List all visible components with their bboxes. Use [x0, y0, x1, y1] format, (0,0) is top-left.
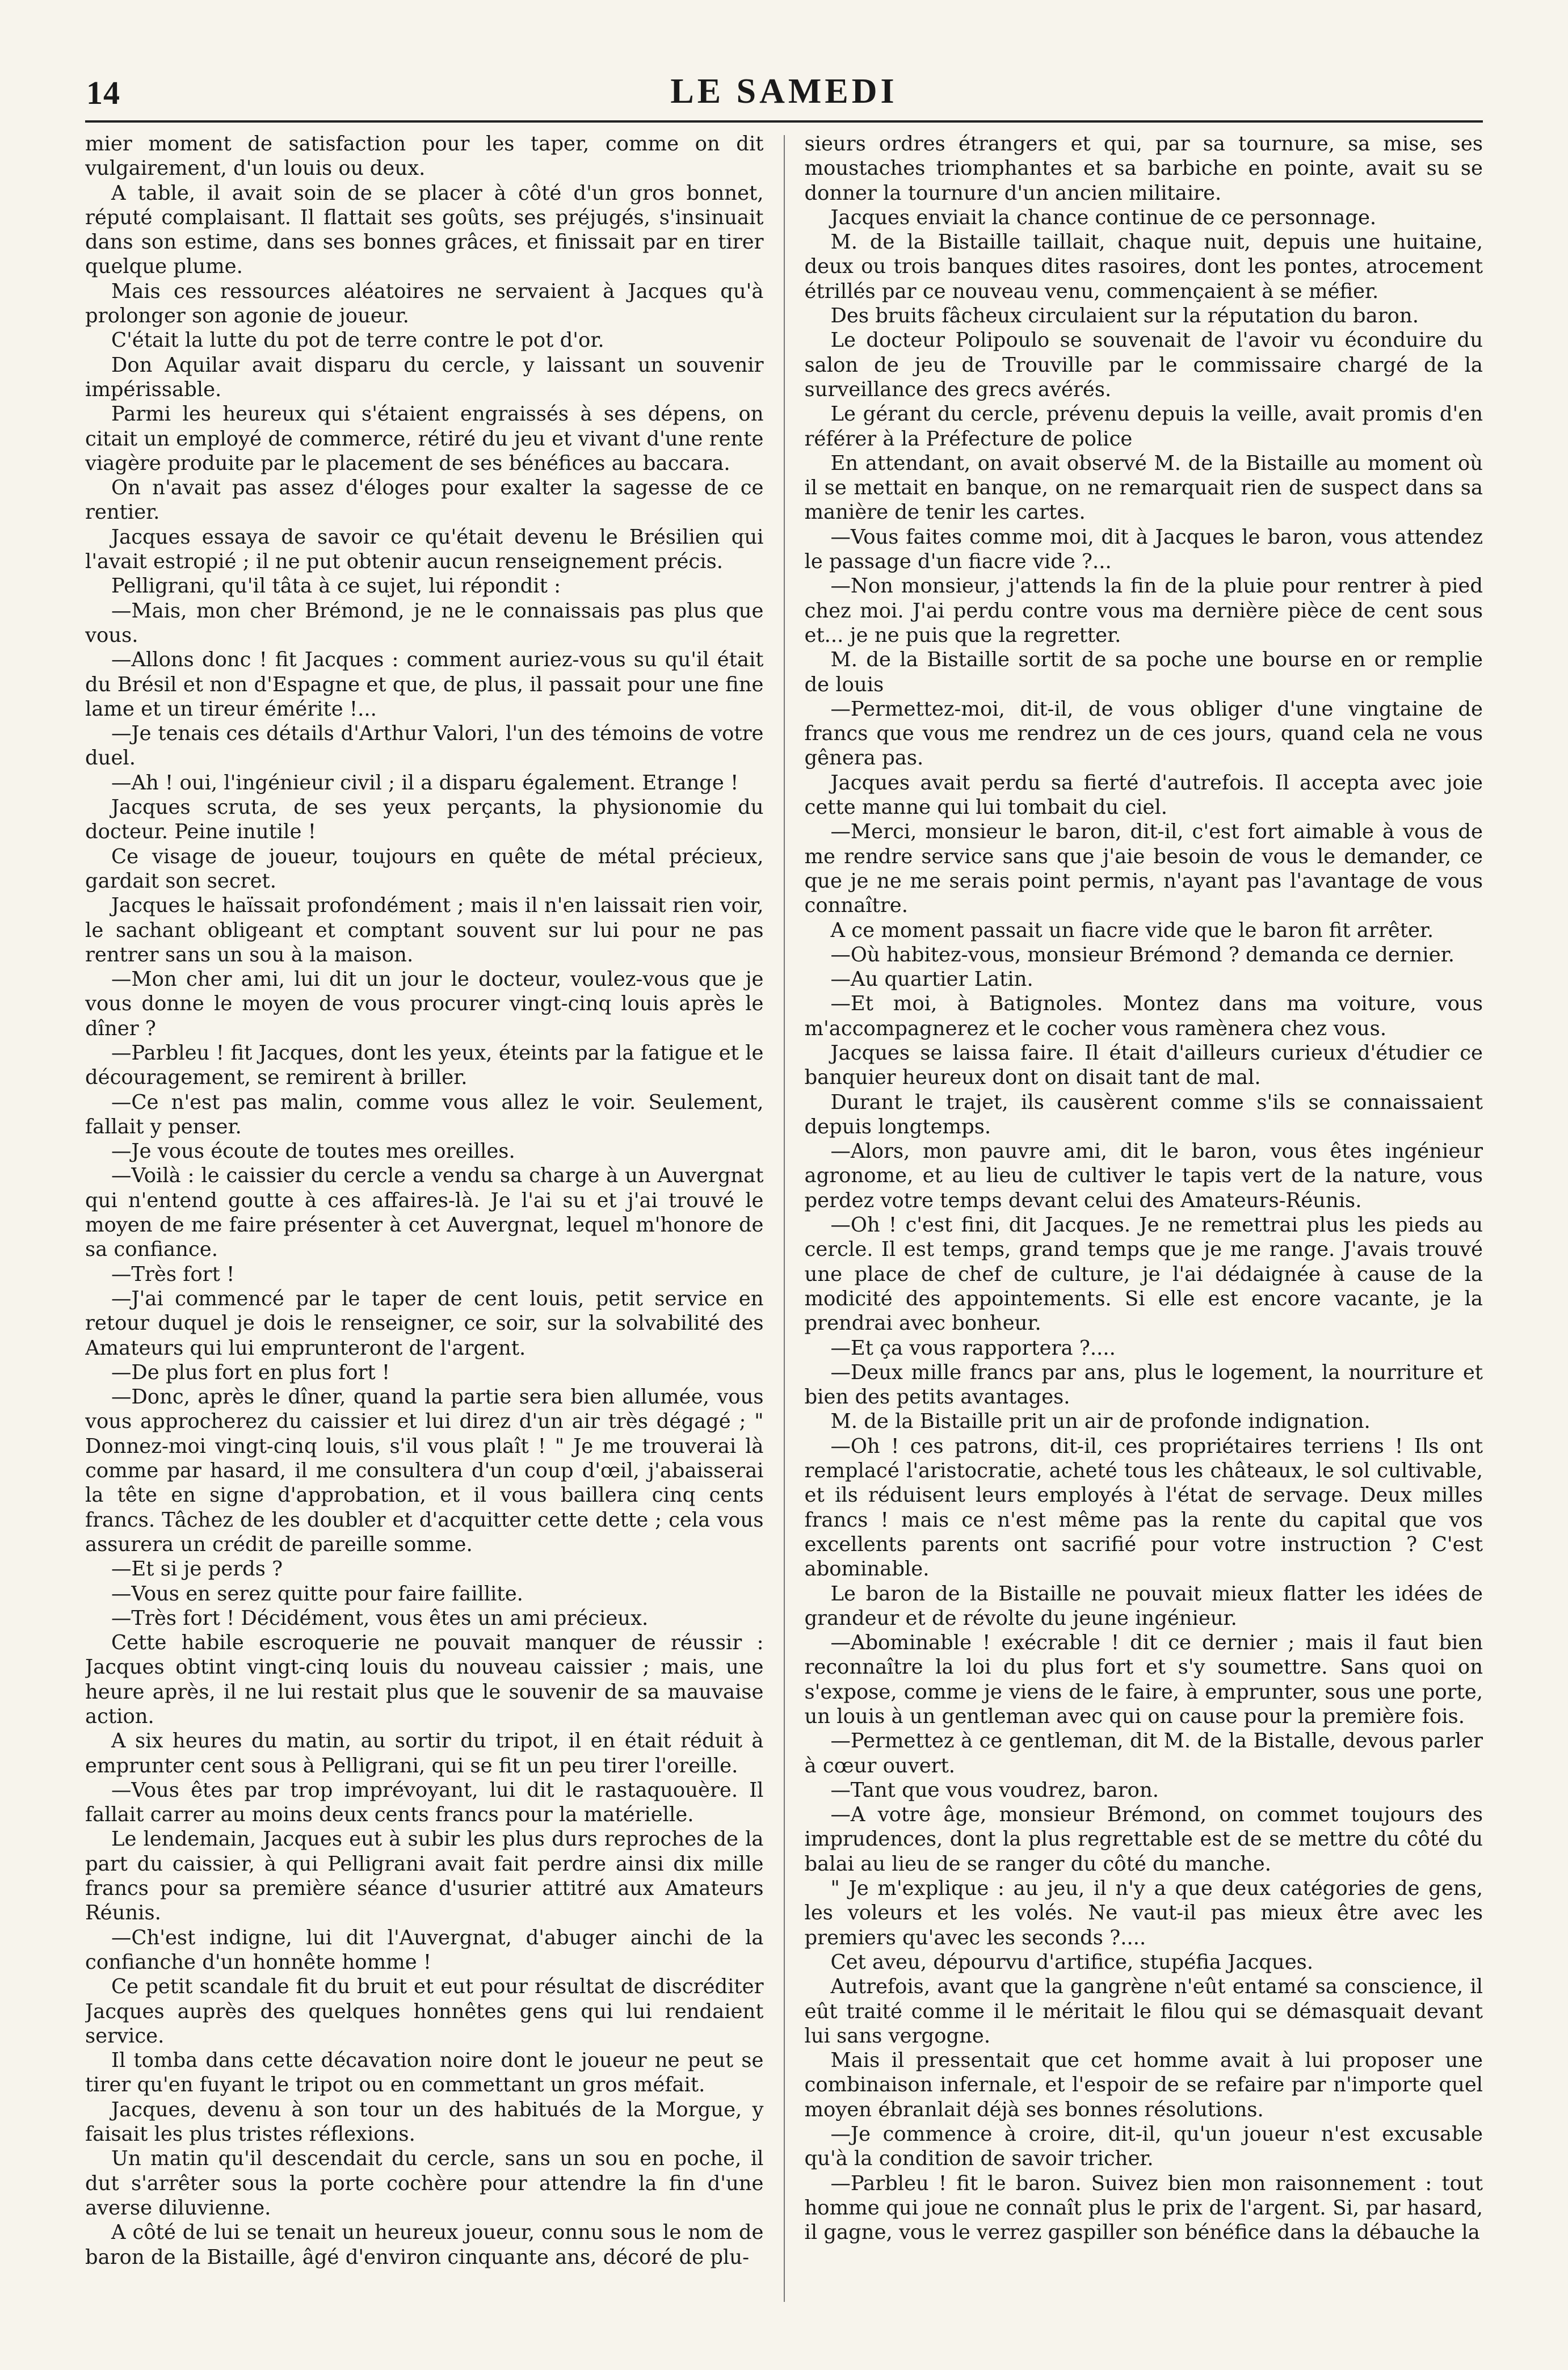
paragraph: Don Aquilar avait disparu du cercle, y laissant un souvenir impérissable.: [85, 353, 764, 401]
paragraph: " Je m'explique : au jeu, il n'y a que deux catégories de gens, les voleurs et les volés. Ne vaut-il pas mieux être avec les premiers qu'avec les seconds ?....: [804, 1877, 1483, 1949]
paragraph: Durant le trajet, ils causèrent comme s'ils se connaissaient depuis longtemps.: [804, 1090, 1483, 1138]
paragraph: —Voilà : le caissier du cercle a vendu sa charge à un Auvergnat qui n'entend goutte à ces affaires-là. Je l'ai su et j'ai trouvé le moyen de me faire présenter à cet Auvergnat, lequel m'honore de sa confiance.: [85, 1164, 764, 1262]
paragraph: Jacques le haïssait profondément ; mais il n'en laissait rien voir, le sachant obligeant et comptant souvent sur lui pour ne pas rentrer sans un sou à la maison.: [85, 894, 764, 967]
paragraph: —J'ai commencé par le taper de cent louis, petit service en retour duquel je dois le renseigner, ce soir, sur la solvabilité des Amateurs qui lui emprunteront de l'argent.: [85, 1287, 764, 1360]
publication-title: LE SAMEDI: [670, 72, 898, 111]
paragraph: —Abominable ! exécrable ! dit ce dernier ; mais il faut bien reconnaître la loi du plus fort et s'y soumettre. Sans quoi on s'expose, comme je viens de le faire, à emprunter, sous une porte, un louis à un gentleman avec qui on cause pour la première fois.: [804, 1631, 1483, 1728]
paragraph: M. de la Bistaille prit un air de profonde indignation.: [830, 1410, 1371, 1434]
paragraph: Ce petit scandale fit du bruit et eut pour résultat de discréditer Jacques auprès des quelques honnêtes gens qui lui rendaient service.: [85, 1975, 764, 2048]
paragraph: Ce visage de joueur, toujours en quête de métal précieux, gardait son secret.: [85, 844, 764, 893]
paragraph: M. de la Bistaille taillait, chaque nuit, depuis une huitaine, deux ou trois banques dites rasoires, dont les pontes, atrocement étrillés par ce nouveau venu, commençaient à se méfier.: [804, 230, 1483, 303]
paragraph: —Alors, mon pauvre ami, dit le baron, vous êtes ingénieur agronome, et au lieu de cultiver le tapis vert de la nature, vous perdez votre temps devant celui des Amateurs-Réunis.: [804, 1140, 1483, 1212]
paragraph: M. de la Bistaille sortit de sa poche une bourse en or remplie de louis: [804, 648, 1483, 696]
paragraph: A table, il avait soin de se placer à côté d'un gros bonnet, réputé complaisant. Il flattait ses goûts, ses préjugés, s'insinuait dans son estime, dans ses bonnes grâces, et finissait par en tirer quelque plume.: [85, 181, 764, 279]
paragraph: —Ah ! oui, l'ingénieur civil ; il a disparu également. Etrange !: [111, 771, 739, 795]
paragraph: Cet aveu, dépourvu d'artifice, stupéfia Jacques.: [830, 1950, 1314, 1974]
paragraph: Autrefois, avant que la gangrène n'eût entamé sa conscience, il eût traité comme il le méritait le filou qui se démasquait devant lui sans vergogne.: [804, 1975, 1483, 2048]
paragraph: —Très fort !: [111, 1262, 235, 1286]
paragraph: —Allons donc ! fit Jacques : comment auriez-vous su qu'il était du Brésil et non d'Espagne et que, de plus, il passait pour une fine lame et un tireur émérite !...: [85, 648, 764, 721]
paragraph: —Mon cher ami, lui dit un jour le docteur, voulez-vous que je vous donne le moyen de vous procurer vingt-cinq louis après le dîner ?: [85, 968, 764, 1040]
paragraph: —Je tenais ces détails d'Arthur Valori, l'un des témoins de votre duel.: [85, 722, 764, 770]
paragraph: —Et si je perds ?: [111, 1557, 283, 1581]
paragraph: Le gérant du cercle, prévenu depuis la veille, avait promis d'en référer à la Préfecture de police: [804, 402, 1483, 451]
paragraph: —Non monsieur, j'attends la fin de la pluie pour rentrer à pied chez moi. J'ai perdu contre vous ma dernière pièce de cent sous et... je ne puis que la regretter.: [804, 574, 1483, 647]
paragraph: Jacques se laissa faire. Il était d'ailleurs curieux d'étudier ce banquier heureux dont on disait tant de mal.: [804, 1041, 1483, 1090]
paragraph: Des bruits fâcheux circulaient sur la réputation du baron.: [830, 304, 1419, 328]
paragraph: —Et ça vous rapportera ?....: [830, 1336, 1116, 1360]
paragraph: —Permettez-moi, dit-il, de vous obliger d'une vingtaine de francs que vous me rendrez un de ces jours, quand cela ne vous gênera pas.: [804, 697, 1483, 770]
paragraph: Cette habile escroquerie ne pouvait manquer de réussir : Jacques obtint vingt-cinq louis du nouveau caissier ; mais, une heure après, il ne lui restait plus que le souvenir de sa mauvaise action.: [85, 1631, 764, 1728]
paragraph: —Merci, monsieur le baron, dit-il, c'est fort aimable à vous de me rendre service sans que j'aie besoin de vous le demander, ce que je ne me serais point permis, n'ayant pas l'avantage de vous connaître.: [804, 820, 1483, 918]
paragraph: Il tomba dans cette décavation noire dont le joueur ne peut se tirer qu'en fuyant le tripot ou en commettant un gros méfait.: [85, 2049, 764, 2097]
paragraph: —Je commence à croire, dit-il, qu'un joueur n'est excusable qu'à la condition de savoir tricher.: [804, 2123, 1483, 2171]
paragraph: A côté de lui se tenait un heureux joueur, connu sous le nom de baron de la Bistaille, âgé d'environ cinquante ans, décoré de plu-: [85, 2221, 764, 2269]
paragraph: —Vous êtes par trop imprévoyant, lui dit le rastaquouère. Il fallait carrer au moins deux cents francs pour la matérielle.: [85, 1778, 764, 1827]
paragraph: —Oh ! ces patrons, dit-il, ces propriétaires terriens ! Ils ont remplacé l'aristocratie, acheté tous les châteaux, le sol cultivable, et ils réduisent leurs employés à l'état de servage. Deux milles francs ! mais ce n'est même pas la rente du capital que vos excellents parents ont sacrifié pour votre instruction ? C'est abominable.: [804, 1434, 1483, 1581]
paragraph: Jacques scruta, de ses yeux perçants, la physionomie du docteur. Peine inutile !: [85, 796, 764, 844]
paragraph: Mais ces ressources aléatoires ne servaient à Jacques qu'à prolonger son agonie de joueur.: [85, 279, 764, 328]
paragraph: —Ch'est indigne, lui dit l'Auvergnat, d'abuger ainchi de la confianche d'un honnête homme !: [85, 1926, 764, 1974]
paragraph: —Très fort ! Décidément, vous êtes un ami précieux.: [111, 1606, 649, 1630]
paragraph: mier moment de satisfaction pour les taper, comme on dit vulgairement, d'un louis ou deux.: [85, 132, 764, 180]
paragraph: —Vous en serez quitte pour faire faillite.: [111, 1582, 523, 1606]
column-divider: [784, 135, 785, 2302]
paragraph: —Parbleu ! fit le baron. Suivez bien mon raisonnement : tout homme qui joue ne connaît plus le prix de l'argent. Si, par hasard, il gagne, vous le verrez gaspiller son bénéfice dans la débauche la: [804, 2171, 1483, 2245]
paragraph: A six heures du matin, au sortir du tripot, il en était réduit à emprunter cent sous à Pelligrani, qui se fit un peu tirer l'oreille.: [85, 1729, 764, 1777]
running-head: [85, 68, 1483, 123]
paragraph: —De plus fort en plus fort !: [111, 1360, 390, 1384]
paragraph: Le lendemain, Jacques eut à subir les plus durs reproches de la part du caissier, à qui Pelligrani avait fait perdre ainsi dix mille francs pour sa première séance d'usurier attitré aux Amateurs Réunis.: [85, 1827, 764, 1925]
left-column: [85, 132, 764, 2305]
paragraph: Un matin qu'il descendait du cercle, sans un sou en poche, il dut s'arrêter sous la porte cochère pour attendre la fin d'une averse diluvienne.: [85, 2147, 764, 2220]
paragraph: Pelligrani, qu'il tâta à ce sujet, lui répondit :: [111, 574, 561, 598]
paragraph: —Permettez à ce gentleman, dit M. de la Bistalle, devous parler à cœur ouvert.: [804, 1729, 1483, 1777]
paragraph: Jacques, devenu à son tour un des habitués de la Morgue, y faisait les plus tristes réflexions.: [85, 2098, 764, 2146]
paragraph: C'était la lutte du pot de terre contre le pot d'or.: [111, 329, 604, 352]
paragraph: —Vous faites comme moi, dit à Jacques le baron, vous attendez le passage d'un fiacre vide ?...: [804, 525, 1483, 574]
paragraph: On n'avait pas assez d'éloges pour exalter la sagesse de ce rentier.: [85, 476, 764, 524]
paragraph: —Tant que vous voudrez, baron.: [830, 1778, 1159, 1802]
paragraph: —Au quartier Latin.: [830, 968, 1033, 991]
paragraph: Le baron de la Bistaille ne pouvait mieux flatter les idées de grandeur et de révolte du jeune ingénieur.: [804, 1582, 1483, 1630]
paragraph: Mais il pressentait que cet homme avait à lui proposer une combinaison infernale, et l'espoir de se refaire par n'importe quel moyen ébranlait déjà ses bonnes résolutions.: [804, 2049, 1483, 2121]
paragraph: —Mais, mon cher Brémond, je ne le connaissais pas plus que vous.: [85, 599, 764, 647]
paragraph: sieurs ordres étrangers et qui, par sa tournure, sa mise, ses moustaches triomphantes et sa barbiche en pointe, avait su se donner la tournure d'un ancien militaire.: [804, 132, 1483, 205]
paragraph: A ce moment passait un fiacre vide que le baron fit arrêter.: [830, 918, 1434, 942]
paragraph: Jacques enviait la chance continue de ce personnage.: [830, 205, 1377, 229]
paragraph: —Ce n'est pas malin, comme vous allez le voir. Seulement, fallait y penser.: [85, 1090, 764, 1138]
paragraph: —Où habitez-vous, monsieur Brémond ? demanda ce dernier.: [830, 943, 1455, 967]
paragraph: Le docteur Polipoulo se souvenait de l'avoir vu éconduire du salon de jeu de Trouville par le commissaire chargé de la surveillance des grecs avérés.: [804, 329, 1483, 401]
right-column: [805, 132, 1483, 2305]
paragraph: —Je vous écoute de toutes mes oreilles.: [111, 1140, 515, 1163]
paragraph: —Oh ! c'est fini, dit Jacques. Je ne remettrai plus les pieds au cercle. Il est temps, grand temps que je me range. J'avais trouvé une place de chef de culture, je l'ai dédaignée à cause de la modicité des appointements. Si elle est encore vacante, je la prendrai avec bonheur.: [804, 1213, 1483, 1335]
paragraph: En attendant, on avait observé M. de la Bistaille au moment où il se mettait en banque, on ne remarquait rien de suspect dans sa manière de tenir les cartes.: [804, 451, 1483, 524]
paragraph: —Parbleu ! fit Jacques, dont les yeux, éteints par la fatigue et le découragement, se remirent à briller.: [85, 1041, 764, 1090]
page-number: 14: [86, 74, 120, 111]
paragraph: —Donc, après le dîner, quand la partie sera bien allumée, vous vous approcherez du caissier et lui direz d'un air très dégagé ; " Donnez-moi vingt-cinq louis, s'il vous plaît ! " Je me trouverai là comme par hasard, il me consultera d'un coup d'œil, j'abaisserai la tête en signe d'approbation, et il vous baillera cinq cents francs. Tâchez de les doubler et d'acquitter cette dette ; cela vous assurera un crédit de pareille somme.: [85, 1385, 764, 1556]
paragraph: —Deux mille francs par ans, plus le logement, la nourriture et bien des petits avantages.: [804, 1360, 1483, 1409]
paragraph: —A votre âge, monsieur Brémond, on commet toujours des imprudences, dont la plus regrettable est de se mettre du côté du balai au lieu de se ranger du côté du manche.: [804, 1803, 1483, 1876]
paragraph: —Et moi, à Batignoles. Montez dans ma voiture, vous m'accompagnerez et le cocher vous ramènera chez vous.: [804, 992, 1483, 1040]
article-columns: [85, 132, 1483, 2305]
paragraph: Jacques avait perdu sa fierté d'autrefois. Il accepta avec joie cette manne qui lui tombait du ciel.: [804, 771, 1483, 820]
paragraph: Jacques essaya de savoir ce qu'était devenu le Brésilien qui l'avait estropié ; il ne put obtenir aucun renseignement précis.: [85, 525, 764, 574]
paragraph: Parmi les heureux qui s'étaient engraissés à ses dépens, on citait un employé de commerce, rétiré du jeu et vivant d'une rente viagère produite par le placement de ses bénéfices au baccara.: [85, 402, 764, 475]
